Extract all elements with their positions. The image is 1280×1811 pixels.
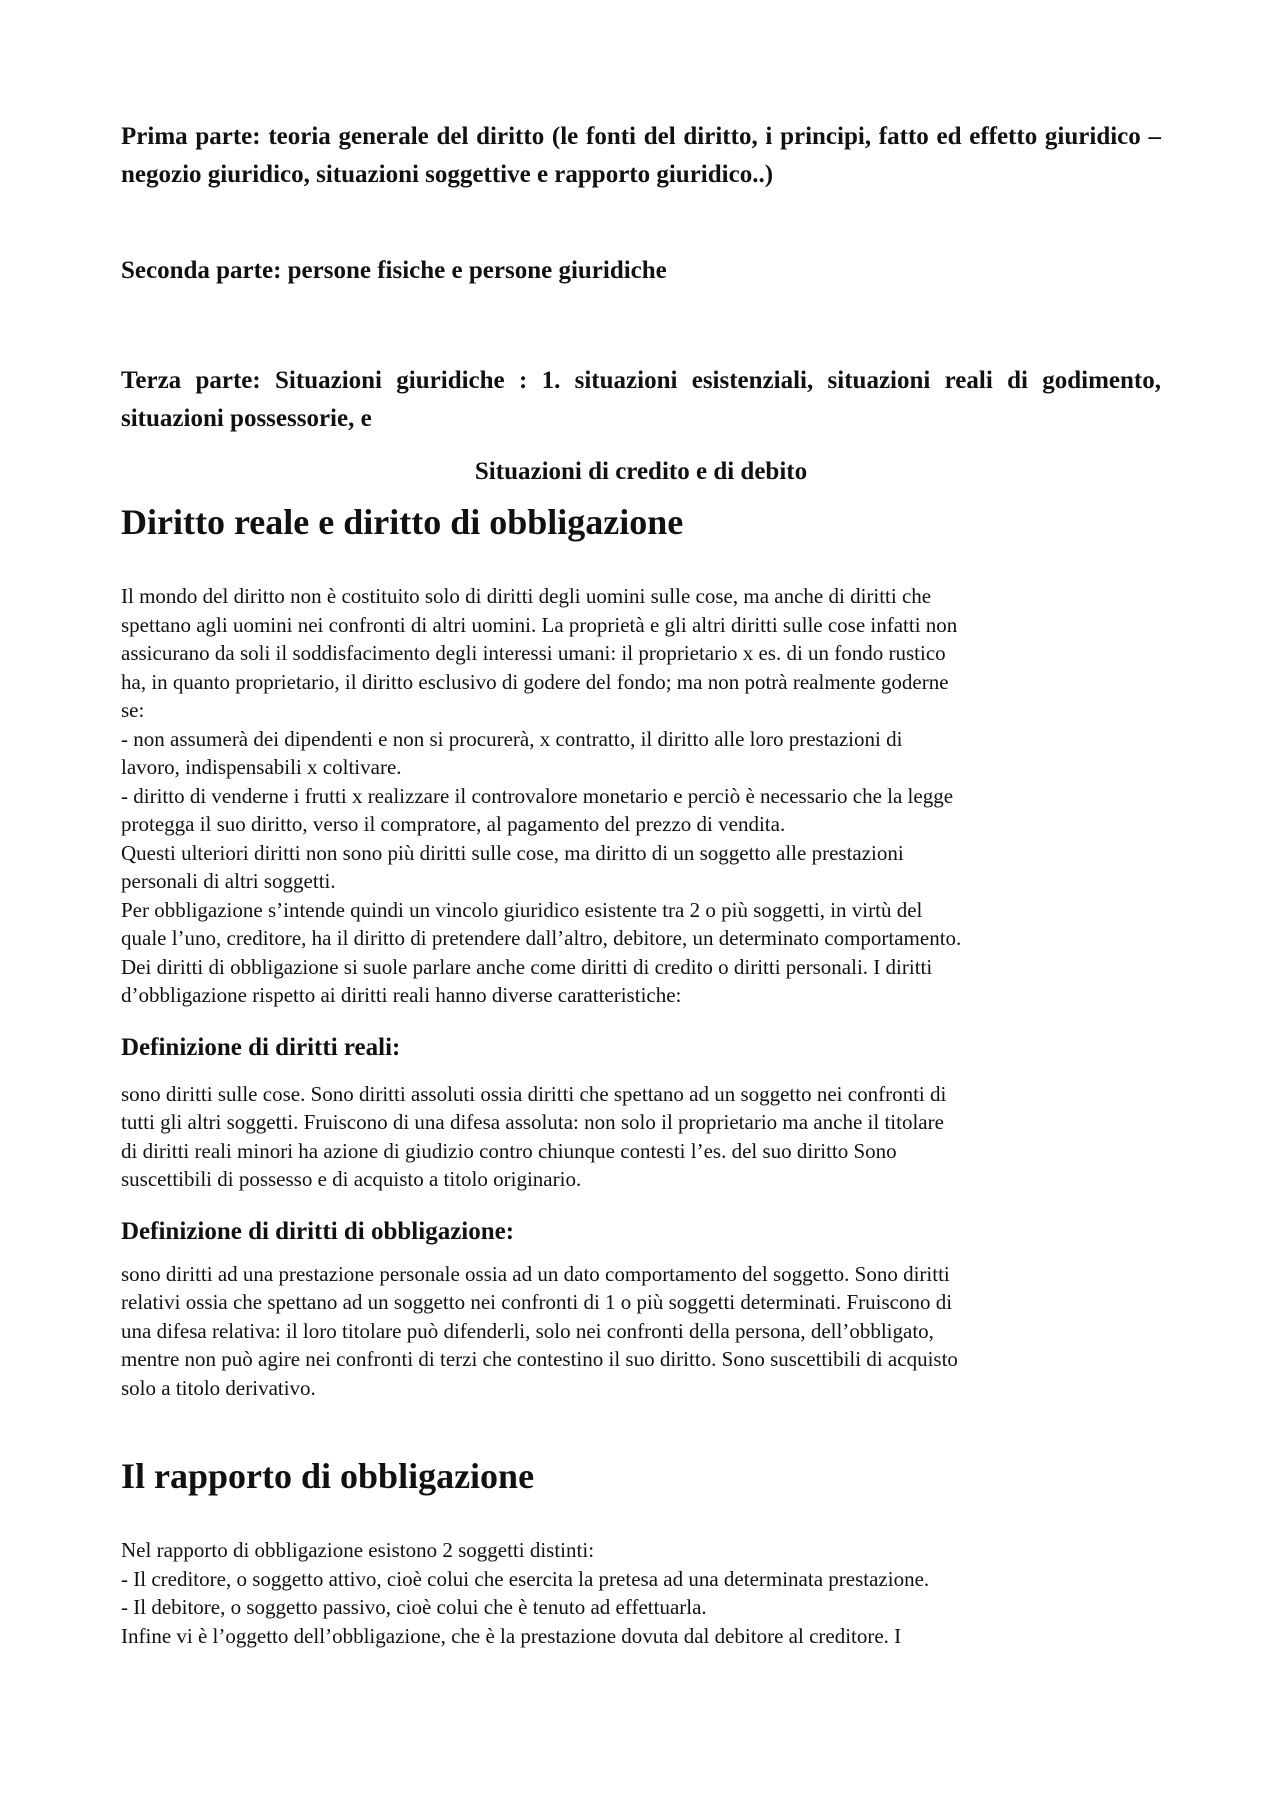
document-page: [121, 118, 1161, 1650]
text-line: - diritto di venderne i frutti x realizzare il controvalore monetario e perciò è necessario che la legge: [121, 783, 954, 808]
text-line: relativi ossia che spettano ad un soggetto nei confronti di 1 o più soggetti determinati. Fruiscono di: [121, 1290, 953, 1314]
text-line: spettano agli uomini nei confronti di altri uomini. La proprietà e gli altri diritti sulle cose infatti non: [121, 612, 958, 637]
text-line: lavoro, indispensabili x coltivare.: [121, 755, 402, 779]
text-line: quale l’uno, creditore, ha il diritto di pretendere dall’altro, debitore, un determinato comportamento.: [121, 926, 962, 950]
text-line: protegga il suo diritto, verso il compratore, al pagamento del prezzo di vendita.: [121, 812, 786, 836]
obbligazione-body: [121, 1260, 1161, 1403]
section-heading-diritto-reale: Diritto reale e diritto di obbligazione: [121, 502, 684, 542]
text-line: - Il debitore, o soggetto passivo, cioè colui che è tenuto ad effettuarla.: [121, 1595, 707, 1619]
text-line: d’obbligazione rispetto ai diritti reali hanno diverse caratteristiche:: [121, 983, 682, 1007]
text-line: sono diritti ad una prestazione personale ossia ad un dato comportamento del soggetto. Sono diritti: [121, 1261, 950, 1286]
section-heading-rapporto: Il rapporto di obbligazione: [121, 1456, 535, 1496]
text-line: mentre non può agire nei confronti di terzi che contestino il suo diritto. Sono suscettibili di acquisto: [121, 1347, 958, 1371]
text-line: una difesa relativa: il loro titolare può difenderli, solo nei confronti della persona, dell’obbligato,: [121, 1318, 934, 1343]
text-line: assicurano da soli il soddisfacimento degli interessi umani: il proprietario x es. di un fondo rustico: [121, 641, 946, 665]
text-line: di diritti reali minori ha azione di giudizio contro chiunque contesti l’es. del suo diritto Sono: [121, 1138, 897, 1163]
section1-body: [121, 582, 1161, 1010]
situazioni-credito-subtitle: Situazioni di credito e di debito: [474, 458, 808, 485]
section2-body: [121, 1536, 1161, 1650]
text-line: suscettibili di possesso e di acquisto a titolo originario.: [121, 1167, 582, 1191]
text-line: Il mondo del diritto non è costituito solo di diritti degli uomini sulle cose, ma anche di diritti che: [121, 584, 932, 608]
text-line: tutti gli altri soggetti. Fruiscono di una difesa assoluta: non solo il proprietario ma anche il titolare: [121, 1110, 944, 1134]
text-line: - Il creditore, o soggetto attivo, cioè colui che esercita la pretesa ad una determinata prestazione.: [121, 1566, 930, 1591]
text-line: solo a titolo derivativo.: [121, 1375, 316, 1400]
intro-seconda-parte: Seconda parte: persone fisiche e persone giuridiche: [121, 257, 667, 284]
text-line: Questi ulteriori diritti non sono più diritti sulle cose, ma diritto di un soggetto alle prestazioni: [121, 840, 904, 865]
text-line: - non assumerà dei dipendenti e non si procurerà, x contratto, il diritto alle loro prestazioni di: [121, 726, 903, 751]
text-line: Dei diritti di obbligazione si suole parlare anche come diritti di credito o diritti personali. I diritti: [121, 954, 933, 979]
text-line: Per obbligazione s’intende quindi un vincolo giuridico esistente tra 2 o più soggetti, in virtù del: [121, 897, 923, 922]
heading-diritti-reali: Definizione di diritti reali:: [121, 1033, 401, 1061]
text-line: se:: [121, 698, 145, 722]
text-line: sono diritti sulle cose. Sono diritti assoluti ossia diritti che spettano ad un soggetto nei confronti di: [121, 1081, 947, 1106]
intro-terza-parte: Terza parte: Situazioni giuridiche : 1. situazioni esistenziali, situazioni reali di godimento, situazioni possessorie, e: [121, 367, 1161, 432]
text-line: Nel rapporto di obbligazione esistono 2 soggetti distinti:: [121, 1538, 595, 1562]
reali-body: [121, 1080, 1161, 1194]
text-line: ha, in quanto proprietario, il diritto esclusivo di godere del fondo; ma non potrà realmente goderne: [121, 669, 949, 694]
heading-diritti-obbligazione: Definizione di diritti di obbligazione:: [121, 1217, 515, 1245]
text-line: personali di altri soggetti.: [121, 869, 336, 893]
text-line: Infine vi è l’oggetto dell’obbligazione, che è la prestazione dovuta dal debitore al creditore. I: [121, 1623, 902, 1648]
intro-prima-parte: Prima parte: teoria generale del diritto (le fonti del diritto, i principi, fatto ed effetto giuridico – negozio giuridico, situazioni soggettive e rapporto giuridico..): [121, 123, 1161, 188]
